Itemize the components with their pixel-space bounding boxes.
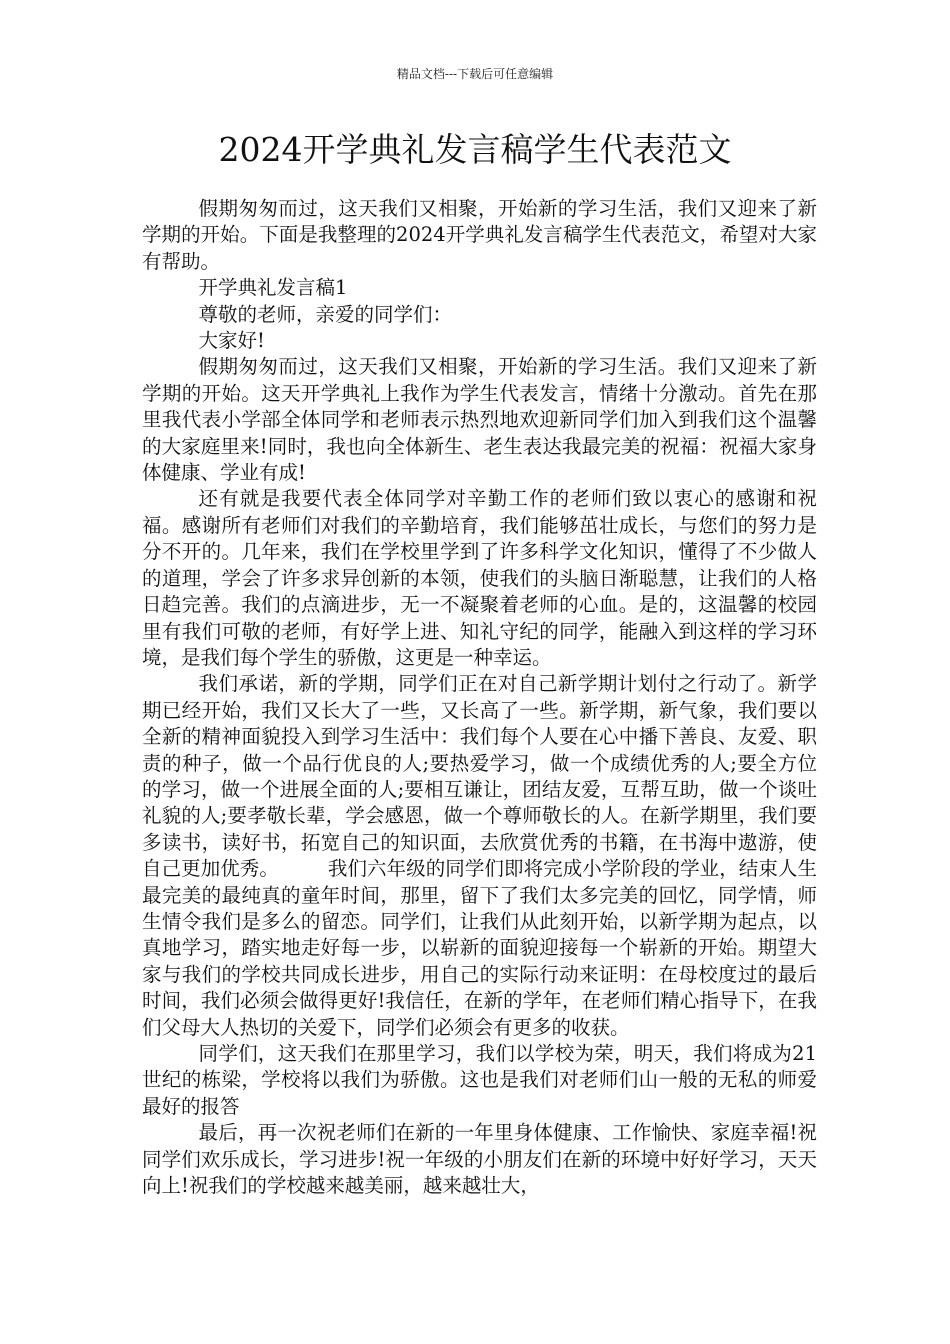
- page-header: 精品文档---下载后可任意编辑: [396, 67, 554, 81]
- section-heading: 开学典礼发言稿1: [198, 276, 348, 300]
- body-paragraph: 同学们，这天我们在那里学习，我们以学校为荣，明天，我们将成为21世纪的栋梁，学校将以我们为骄傲。这也是我们对老师们山一般的无私的师爱最好的报答: [142, 1042, 817, 1118]
- body-paragraph: 还有就是我要代表全体同学对辛勤工作的老师们致以衷心的感谢和祝福。感谢所有老师们对我们的辛勤培育，我们能够茁壮成长，与您们的努力是分不开的。几年来，我们在学校里学到了许多科学文化知识，懂得了不少做人的道理，学会了许多求异创新的本领，使我们的头脑日渐聪慧，让我们的人格日趋完善。我们的点滴进步，无一不凝聚着老师的心血。是的，这温馨的校园里有我们可敬的老师，有好学上进、知礼守纪的同学，能融入到这样的学习环境，是我们每个学生的骄傲，这更是一种幸运。: [142, 487, 817, 669]
- body-paragraph: 假期匆匆而过，这天我们又相聚，开始新的学习生活。我们又迎来了新学期的开始。这天开学典礼上我作为学生代表发言，情绪十分激动。首先在那里我代表小学部全体同学和老师表示热烈地欢迎新同学们加入到我们这个温馨的大家庭里来!同时，我也向全体新生、老生表达我最完美的祝福：祝福大家身体健康、学业有成!: [142, 355, 817, 485]
- document-title: 2024开学典礼发言稿学生代表范文: [218, 130, 732, 169]
- body-paragraph: 我们承诺，新的学期，同学们正在对自己新学期计划付之行动了。新学期已经开始，我们又长大了一些，又长高了一些。新学期，新气象，我们要以全新的精神面貌投入到学习生活中：我们每个人要在心中播下善良、友爱、职责的种子，做一个品行优良的人;要热爱学习，做一个成绩优秀的人;要全方位的学习，做一个进展全面的人;要相互谦让，团结友爱，互帮互助，做一个谈吐礼貌的人;要孝敬长辈，学会感恩，做一个尊师敬长的人。在新学期里，我们要多读书，读好书，拓宽自己的知识面，去欣赏优秀的书籍，在书海中遨游，使自己更加优秀。 我们六年级的同学们即将完成小学阶段的学业，结束人生最完美的最纯真的童年时间，那里，留下了我们太多完美的回忆，同学情，师生情令我们是多么的留恋。同学们，让我们从此刻开始，以新学期为起点，以真地学习，踏实地走好每一步，以崭新的面貌迎接每一个崭新的开始。期望大家与我们的学校共同成长进步，用自己的实际行动来证明：在母校度过的最后时间，我们必须会做得更好!我信任，在新的学年，在老师们精心指导下，在我们父母大人热切的关爱下，同学们必须会有更多的收获。: [142, 672, 817, 1039]
- document-body: [142, 196, 817, 1199]
- intro-paragraph: 假期匆匆而过，这天我们又相聚，开始新的学习生活，我们又迎来了新学期的开始。下面是我整理的2024开学典礼发言稿学生代表范文，希望对大家有帮助。: [142, 197, 817, 273]
- greeting: 大家好!: [198, 329, 265, 353]
- salutation: 尊敬的老师，亲爱的同学们：: [198, 302, 453, 326]
- closing-paragraph: 最后，再一次祝老师们在新的一年里身体健康、工作愉快、家庭幸福!祝同学们欢乐成长，学习进步!祝一年级的小朋友们在新的环境中好好学习，天天向上!祝我们的学校越来越美丽，越来越壮大，: [142, 1121, 817, 1198]
